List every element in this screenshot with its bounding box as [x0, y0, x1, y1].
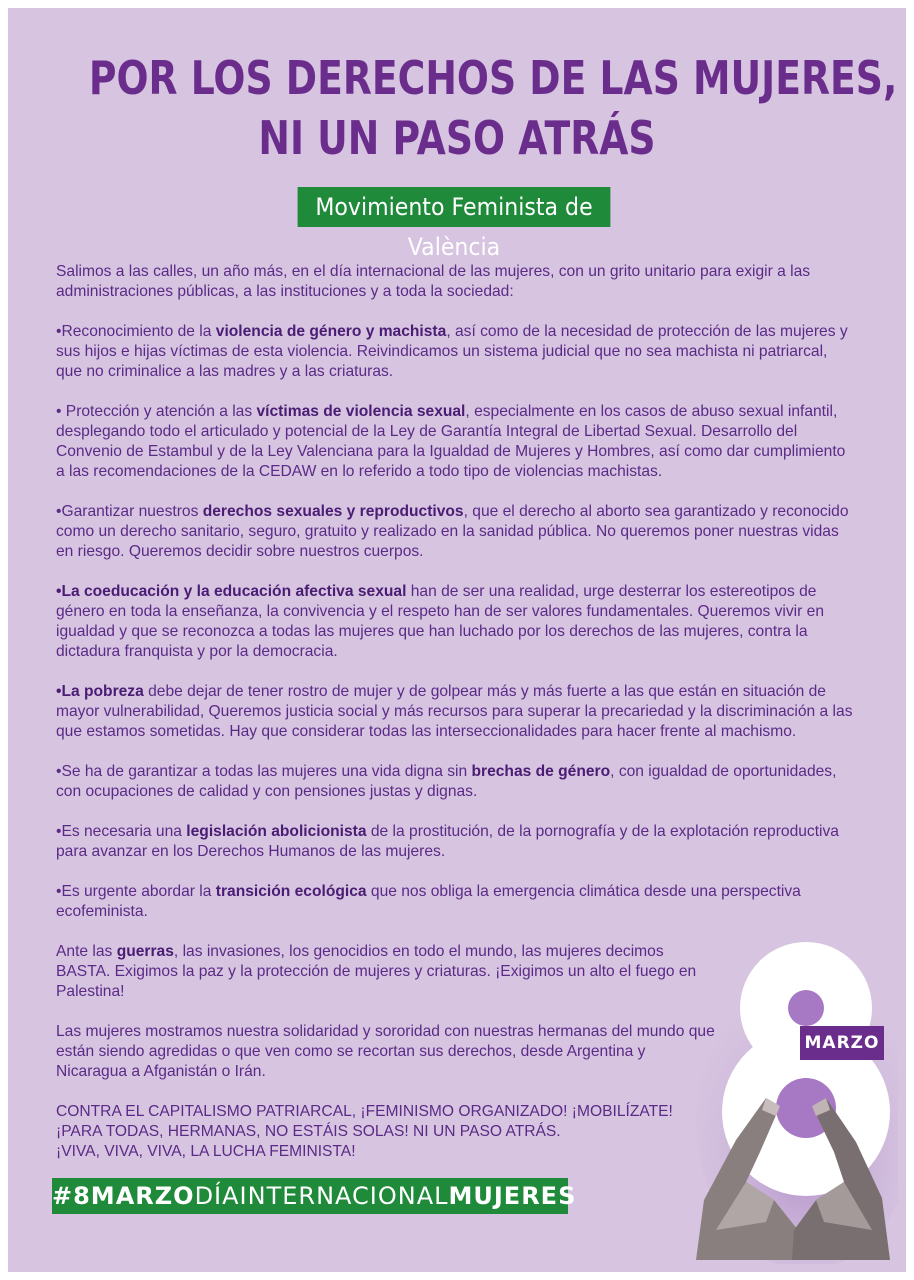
slogan-line: ¡VIVA, VIVA, VIVA, LA LUCHA FEMINISTA!	[56, 1143, 356, 1160]
point-5: •La pobreza debe dejar de tener rostro de mujer y de golpear más y más fuerte a las que están en situación de mayor vulnerabilidad, Queremos justicia social y más recursos para superar la precariedad y la discriminación a las que estamos sometidas. Hay que considerar todas las interseccionalidades para hacer frente al machismo.	[56, 683, 853, 740]
slogan-line: CONTRA EL CAPITALISMO PATRIARCAL, ¡FEMINISMO ORGANIZADO! ¡MOBILÍZATE!	[56, 1103, 673, 1120]
point-6: •Se ha de garantizar a todas las mujeres una vida digna sin brechas de género, con igualdad de oportunidades, con ocupaciones de calidad y con pensiones justas y dignas.	[56, 763, 837, 800]
point-4: •La coeducación y la educación afectiva sexual han de ser una realidad, urge desterrar los estereotipos de género en toda la enseñanza, la convivencia y el respeto han de ser valores fundamentales. Queremos vivir en igualdad y que se reconozca a todas las mujeres que han luchado por los derechos de las mujeres, contra la dictadura franquista y por la democracia.	[56, 583, 825, 660]
war-paragraph: Ante las guerras, las invasiones, los genocidios en todo el mundo, las mujeres decimos BASTA. Exigimos la paz y la protección de mujeres y criaturas. ¡Exigimos un alto el fuego en Palestina!	[56, 943, 697, 1000]
eight-march-emblem	[676, 930, 898, 1264]
slogans	[56, 1102, 676, 1162]
organization-banner: Movimiento Feminista de València	[298, 187, 611, 227]
title-line-2: NI UN PASO ATRÁS	[258, 111, 656, 165]
solidarity-paragraph: Las mujeres mostramos nuestra solidaridad y sororidad con nuestras hermanas del mundo que están siendo agredidas o que ven como se recortan sus derechos, desde Argentina y Nicaragua a Afganistán o Irán.	[56, 1023, 715, 1080]
point-7: •Es necesaria una legislación abolicionista de la prostitución, de la pornografía y de la explotación reproductiva para avanzar en los Derechos Humanos de las mujeres.	[56, 823, 839, 860]
page-title	[88, 48, 898, 168]
point-8: •Es urgente abordar la transición ecológica que nos obliga la emergencia climática desde una perspectiva ecofeminista.	[56, 883, 801, 920]
marzo-badge: MARZO	[800, 1026, 884, 1060]
hashtag-banner: #8MARZODÍAINTERNACIONALMUJERES	[52, 1178, 568, 1214]
intro-paragraph: Salimos a las calles, un año más, en el día internacional de las mujeres, con un grito unitario para exigir a las administraciones públicas, a las instituciones y a toda la sociedad:	[56, 263, 811, 300]
point-2: • Protección y atención a las víctimas de violencia sexual, especialmente en los casos de abuso sexual infantil, desplegando todo el articulado y potencial de la Ley de Garantía Integral de Libertad Sexual. Desarrollo del Convenio de Estambul y de la Ley Valenciana para la Igualdad de Mujeres y Hombres, así como dar cumplimiento a las recomendaciones de la CEDAW en lo referido a todo tipo de violencias machistas.	[56, 403, 846, 480]
point-1: •Reconocimiento de la violencia de género y machista, así como de la necesidad de protección de las mujeres y sus hijos e hijas víctimas de esta violencia. Reivindicamos un sistema judicial que no sea machista ni patriarcal, que no criminalice a las madres y a las criaturas.	[56, 323, 848, 380]
point-3: •Garantizar nuestros derechos sexuales y reproductivos, que el derecho al aborto sea garantizado y reconocido como un derecho sanitario, seguro, gratuito y realizado en la sanidad pública. No queremos poner nuestras vidas en riesgo. Queremos decidir sobre nuestros cuerpos.	[56, 503, 849, 560]
title-line-1: POR LOS DERECHOS DE LAS MUJERES,	[88, 51, 898, 105]
slogan-line: ¡PARA TODAS, HERMANAS, NO ESTÁIS SOLAS! NI UN PASO ATRÁS.	[56, 1123, 561, 1140]
